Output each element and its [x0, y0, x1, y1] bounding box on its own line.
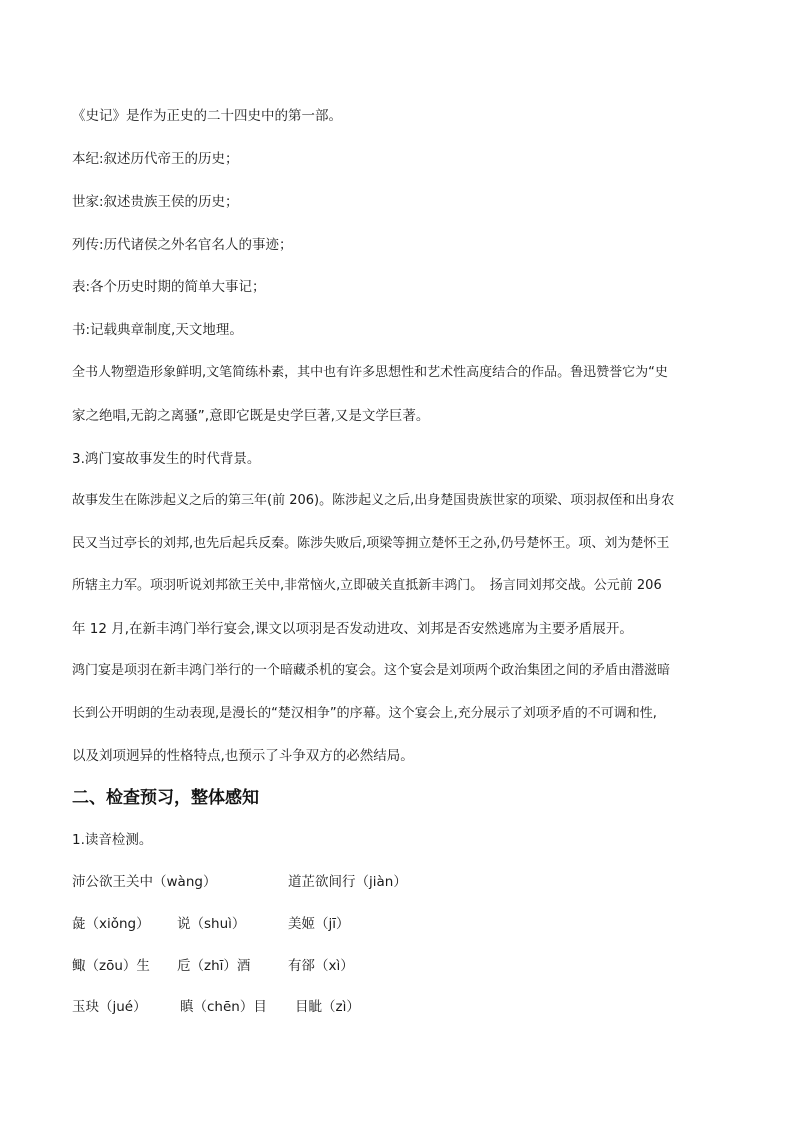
pronunciation-item: 瞋（chēn）目: [180, 999, 267, 1015]
paragraph-line: 列传:历代诸侯之外名官名人的事迹；: [72, 237, 293, 253]
paragraph-line: 故事发生在陈涉起义之后的第三年(前 206)。陈涉起义之后,出身楚国贵族世家的项梁、项羽叔侄和出身农: [72, 493, 675, 508]
pronunciation-item: 道芷欲间行（jiàn）: [288, 874, 407, 890]
subheading: 1.读音检测。: [72, 832, 153, 848]
paragraph-line: 3.鸿门宴故事发生的时代背景。: [72, 451, 261, 467]
paragraph-line: 年 12 月,在新丰鸿门举行宴会,课文以项羽是否发动进攻、刘邦是否安然逃席为主要矛盾展开。: [72, 621, 633, 637]
paragraph-line: 以及刘项迥异的性格特点,也预示了斗争双方的必然结局。: [72, 748, 414, 764]
paragraph-line: 鸿门宴是项羽在新丰鸿门举行的一个暗藏杀机的宴会。这个宴会是刘项两个政治集团之间的矛盾由潜滋暗: [72, 663, 671, 678]
pronunciation-item: 卮（zhī）酒: [177, 958, 251, 974]
pronunciation-item: 玉玦（jué）: [72, 999, 147, 1015]
pronunciation-item: 目眦（zì）: [295, 999, 360, 1015]
paragraph-line: 表:各个历史时期的简单大事记；: [72, 279, 266, 295]
pronunciation-item: 鲰（zōu）生: [72, 958, 150, 974]
section-heading: 二、检查预习，整体感知: [72, 788, 259, 808]
pronunciation-item: 美姬（jī）: [288, 916, 350, 932]
pronunciation-item: 有郤（xì）: [288, 958, 354, 974]
paragraph-line: 《史记》是作为正史的二十四史中的第一部。: [72, 108, 342, 124]
pronunciation-item: 说（shuì）: [177, 916, 246, 932]
paragraph-line: 世家:叙述贵族王侯的历史；: [72, 194, 239, 210]
pronunciation-item: 沛公欲王关中（wàng）: [72, 874, 217, 890]
paragraph-line: 民又当过亭长的刘邦,也先后起兵反秦。陈涉失败后,项梁等拥立楚怀王之孙,仍号楚怀王。项、刘为楚怀王: [72, 536, 670, 551]
paragraph-line: 家之绝唱,无韵之离骚”,意即它既是史学巨著,又是文学巨著。: [72, 408, 430, 424]
paragraph-line: 全书人物塑造形象鲜明,文笔简练朴素，其中也有许多思想性和艺术性高度结合的作品。鲁迅赞誉它为“史: [72, 365, 668, 380]
paragraph-line: 书:记载典章制度,天文地理。: [72, 322, 243, 338]
paragraph-line: 本纪:叙述历代帝王的历史；: [72, 151, 239, 167]
paragraph-line: 所辖主力军。项羽听说刘邦欲王关中,非常恼火,立即破关直抵新丰鸿门。 扬言同刘邦交战。公元前 206: [72, 578, 662, 593]
paragraph-line: 长到公开明朗的生动表现,是漫长的“楚汉相争”的序幕。这个宴会上,充分展示了刘项矛盾的不可调和性,: [72, 706, 657, 721]
pronunciation-item: 彘（xiǒng）: [72, 916, 150, 932]
